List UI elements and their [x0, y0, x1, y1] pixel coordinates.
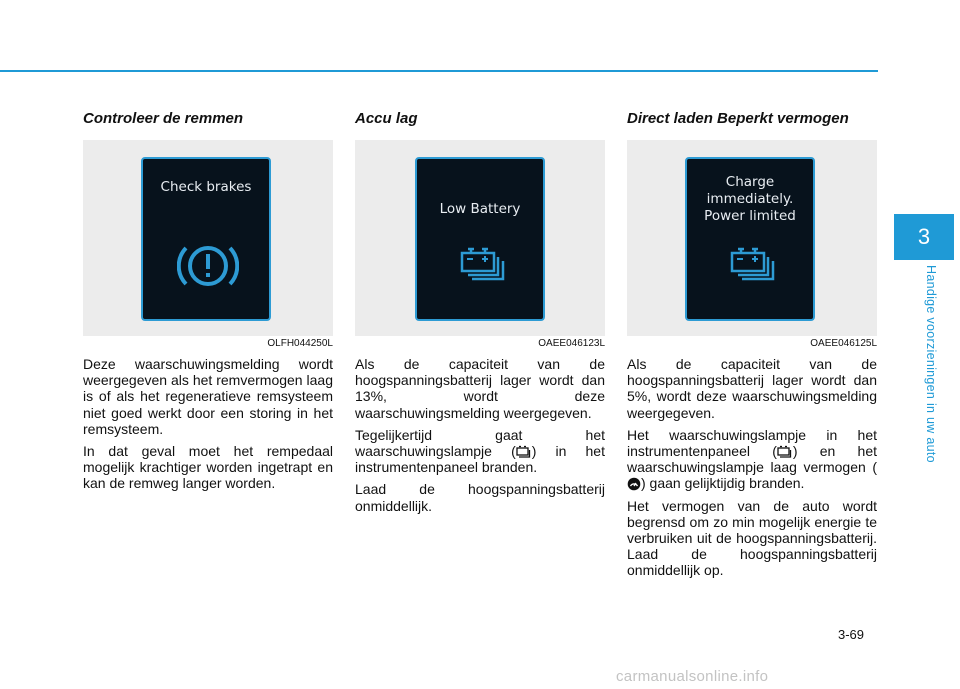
paragraph-text: ) in het instrumentenpaneel branden. — [355, 443, 605, 476]
paragraph — [627, 427, 877, 492]
power-limited-icon — [627, 477, 641, 491]
display-message — [687, 174, 813, 225]
cluster-display — [141, 157, 271, 321]
chapter-tab: 3 — [894, 214, 954, 260]
display-message: Check brakes — [160, 179, 252, 195]
section-charge-immediately — [627, 110, 877, 585]
image-code: OAEE046125L — [810, 338, 877, 349]
high-voltage-battery-icon — [730, 247, 776, 281]
cluster-figure — [355, 140, 605, 349]
paragraph: Als de capaciteit van de hoogspanningsbatterij lager wordt dan 13%, wordt deze waarschuwingsmelding weergegeven. — [355, 356, 605, 421]
cluster-display — [415, 157, 545, 321]
chapter-title: Handige voorzieningen in uw auto — [924, 265, 938, 463]
page-number: 3-69 — [838, 627, 865, 642]
paragraph-text: Tegelijkertijd gaat het waarschuwingslampje ( — [355, 426, 605, 460]
watermark: carmanualsonline.info — [616, 668, 769, 685]
paragraph: In dat geval moet het rempedaal mogelijk krachtiger worden ingetrapt en kan de remweg langer worden. — [83, 443, 333, 492]
paragraph-text: ) en het waarschuwingslampje laag vermogen ( — [627, 443, 877, 476]
high-voltage-battery-icon — [516, 445, 532, 459]
section-heading: Controleer de remmen — [83, 110, 244, 127]
cluster-figure — [627, 140, 877, 349]
section-check-brakes — [83, 110, 333, 498]
cluster-figure — [83, 140, 333, 349]
high-voltage-battery-icon — [460, 247, 506, 281]
header-rule — [0, 70, 878, 72]
section-heading: Direct laden Beperkt vermogen — [627, 110, 849, 127]
display-line: immediately. — [706, 191, 794, 207]
paragraph — [355, 427, 605, 476]
paragraph: Deze waarschuwingsmelding wordt weergegeven als het remvermogen laag is of als het regeneratieve remsysteem niet goed werkt door een storing in het remsysteem. — [83, 356, 333, 437]
paragraph-text: Het waarschuwingslampje in het instrumentenpaneel ( — [627, 426, 877, 460]
image-code: OLFH044250L — [267, 338, 333, 349]
display-line: Power limited — [704, 208, 796, 224]
high-voltage-battery-icon — [777, 445, 793, 459]
display-line: Charge — [725, 174, 775, 190]
paragraph: Laad de hoogspanningsbatterij onmiddellijk. — [355, 481, 605, 514]
paragraph: Als de capaciteit van de hoogspanningsbatterij lager wordt dan 5%, wordt deze waarschuwingsmelding weergegeven. — [627, 356, 877, 421]
cluster-display — [685, 157, 815, 321]
display-message: Low Battery — [439, 201, 521, 217]
section-body — [355, 356, 605, 514]
brake-warning-icon — [177, 239, 239, 293]
section-body — [83, 356, 333, 492]
image-code: OAEE046123L — [538, 338, 605, 349]
section-low-battery — [355, 110, 605, 520]
paragraph: Het vermogen van de auto wordt begrensd om zo min mogelijk energie te verbruiken uit de hoogspanningsbatterij. Laad de hoogspanningsbatterij onmiddellijk op. — [627, 497, 877, 579]
section-heading: Accu lag — [355, 110, 418, 127]
paragraph-text: ) gaan gelijktijdig branden. — [641, 475, 805, 492]
section-body — [627, 356, 877, 579]
